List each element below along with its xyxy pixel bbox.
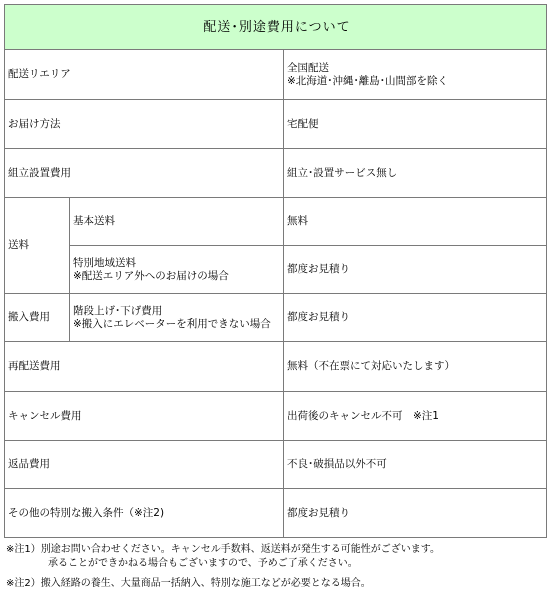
value-redelivery: 無料（不在票にて対応いたします） [284,342,547,392]
row-delivery-method [5,100,547,149]
note1-line2: 承ることができかねる場合もございますので、予めご了承ください。 [48,558,358,569]
label-cancel: キャンセル費用 [5,392,284,441]
label-stairs [70,294,284,342]
value-delivery-area [284,50,547,100]
row-delivery-area [5,50,547,100]
label-shipping: 送料 [5,198,70,294]
label-return: 返品費用 [5,441,284,489]
footnotes [6,543,546,591]
value-assembly: 組立･設置サービス無し [284,149,547,198]
label-redelivery: 再配送費用 [5,342,284,392]
note2: ※注2）搬入経路の養生、大量商品一括納入、特別な施工などが必要となる場合。 [6,578,371,589]
label-special-shipping-line2: ※配送エリア外へのお届けの場合 [73,269,229,282]
label-stairs-line2: ※搬入にエレベーターを利用できない場合 [73,317,271,330]
row-other [5,489,547,538]
row-special-shipping [5,246,547,294]
value-cancel: 出荷後のキャンセル不可 ※注1 [284,392,547,441]
label-assembly: 組立設置費用 [5,149,284,198]
row-cancel [5,392,547,441]
title-row [5,5,547,50]
value-basic-shipping: 無料 [284,198,547,246]
shipping-fees-table [4,4,547,538]
label-basic-shipping: 基本送料 [70,198,284,246]
label-other: その他の特別な搬入条件（※注2) [5,489,284,538]
label-delivery-method: お届け方法 [5,100,284,149]
note1-line1: ※注1）別途お問い合わせください。キャンセル手数料、返送料が発生する可能性がございます。 [6,544,440,555]
label-special-shipping-line1: 特別地域送料 [73,256,136,269]
label-carry-in: 搬入費用 [5,294,70,342]
label-special-shipping [70,246,284,294]
value-delivery-area-line2: ※北海道･沖縄･離島･山間部を除く [287,74,449,87]
value-return: 不良･破損品以外不可 [284,441,547,489]
label-delivery-area: 配送リエリア [5,50,284,100]
value-delivery-area-line1: 全国配送 [287,61,329,74]
row-redelivery [5,342,547,392]
row-basic-shipping [5,198,547,246]
label-stairs-line1: 階段上げ･下げ費用 [73,304,163,317]
value-delivery-method: 宅配便 [284,100,547,149]
value-special-shipping: 都度お見積り [284,246,547,294]
value-stairs: 都度お見積り [284,294,547,342]
table-title: 配送･別途費用について [5,5,547,50]
row-stairs [5,294,547,342]
row-assembly [5,149,547,198]
value-other: 都度お見積り [284,489,547,538]
row-return [5,441,547,489]
